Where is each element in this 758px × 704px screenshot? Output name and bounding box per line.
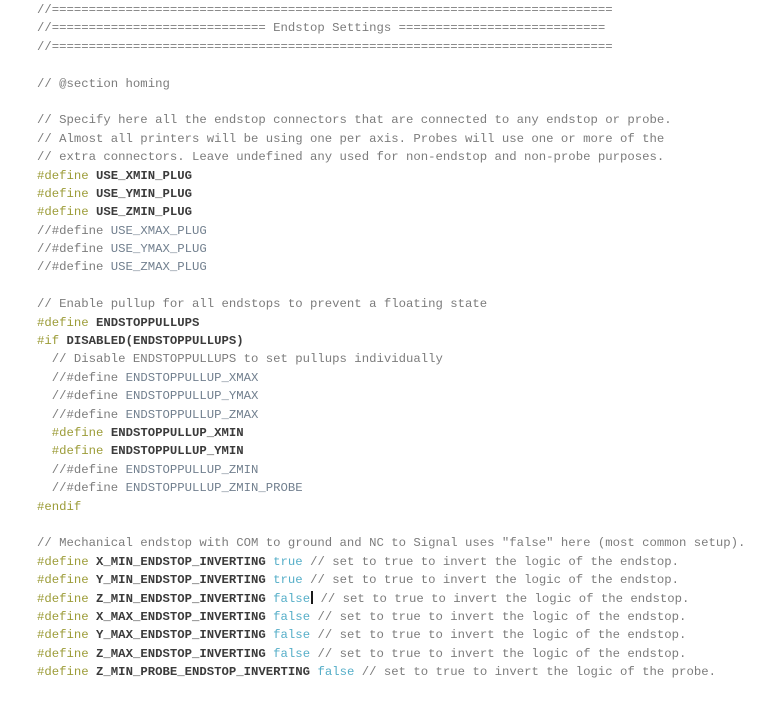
code-segment: #define — [37, 609, 97, 624]
code-line — [37, 93, 758, 111]
code-segment: false — [273, 609, 311, 624]
code-line — [37, 645, 758, 663]
code-segment: USE_YMAX_PLUG — [110, 242, 207, 257]
code-line — [37, 222, 758, 240]
code-segment: // set to true to invert the logic of the endstop. — [317, 628, 687, 643]
code-line — [37, 167, 758, 185]
code-segment: //============================= Endstop Settings ============================ — [37, 21, 606, 36]
code-segment: ENDSTOPPULLUPS — [96, 315, 200, 330]
code-segment: #define — [37, 646, 97, 661]
code-segment: USE_YMIN_PLUG — [96, 186, 192, 201]
code-line — [37, 442, 758, 460]
code-segment: ENDSTOPPULLUP_YMIN — [110, 444, 244, 459]
code-line — [37, 350, 758, 368]
code-line — [37, 203, 758, 221]
code-segment: // set to true to invert the logic of the endstop. — [313, 591, 690, 606]
code-line — [37, 314, 758, 332]
code-line — [37, 571, 758, 589]
code-segment: #define — [37, 591, 97, 606]
code-segment: #if — [37, 334, 67, 349]
code-segment: #define — [37, 186, 97, 201]
code-segment: Y_MAX_ENDSTOP_INVERTING — [96, 628, 266, 643]
code-segment: // Mechanical endstop with COM to ground and NC to Signal uses "false" here (most common setup). — [37, 536, 746, 551]
code-segment: //#define — [37, 481, 126, 496]
code-segment: // set to true to invert the logic of the endstop. — [310, 573, 680, 588]
code-segment: Z_MAX_ENDSTOP_INVERTING — [96, 646, 266, 661]
code-segment: ENDSTOPPULLUP_XMIN — [110, 425, 244, 440]
code-line — [37, 56, 758, 74]
code-line — [37, 479, 758, 497]
code-segment: ENDSTOPPULLUP_XMAX — [125, 370, 259, 385]
code-segment: #define — [51, 444, 111, 459]
code-segment: false — [273, 591, 311, 606]
code-segment: USE_XMIN_PLUG — [96, 168, 192, 183]
code-line — [37, 626, 758, 644]
code-segment: // set to true to invert the logic of the probe. — [361, 665, 716, 680]
code-segment: //#define — [37, 260, 111, 275]
code-line — [37, 498, 758, 516]
code-segment: false — [317, 665, 355, 680]
code-line — [37, 553, 758, 571]
code-line — [37, 663, 758, 681]
code-line — [37, 258, 758, 276]
code-segment: // set to true to invert the logic of the endstop. — [317, 646, 687, 661]
code-segment — [37, 444, 52, 458]
code-line — [37, 130, 758, 148]
code-segment: // Almost all printers will be using one per axis. Probes will use one or more of the — [37, 131, 665, 146]
code-segment: //#define — [37, 407, 126, 422]
code-line — [37, 516, 758, 534]
code-segment: #define — [37, 315, 97, 330]
code-segment: ENDSTOPPULLUP_ZMIN_PROBE — [125, 481, 303, 496]
code-line — [37, 240, 758, 258]
code-segment — [354, 665, 361, 679]
code-segment — [303, 573, 310, 587]
code-line — [37, 369, 758, 387]
code-segment: ENDSTOPPULLUP_ZMAX — [125, 407, 259, 422]
code-segment: //#define — [37, 389, 126, 404]
code-segment: #define — [37, 205, 97, 220]
code-line — [37, 75, 758, 93]
code-segment: // set to true to invert the logic of the endstop. — [310, 554, 680, 569]
code-segment: // @section homing — [37, 76, 170, 91]
code-segment: // Disable ENDSTOPPULLUPS to set pullups individually — [37, 352, 443, 367]
code-line — [37, 332, 758, 350]
code-segment: Y_MIN_ENDSTOP_INVERTING — [96, 573, 266, 588]
code-segment: ENDSTOPPULLUP_ZMIN — [125, 462, 259, 477]
code-segment: false — [273, 646, 311, 661]
code-line — [37, 295, 758, 313]
code-segment — [303, 555, 310, 569]
code-segment: USE_ZMAX_PLUG — [110, 260, 207, 275]
code-segment: // Enable pullup for all endstops to prevent a floating state — [37, 297, 488, 312]
code-segment: true — [273, 554, 303, 569]
code-segment — [37, 426, 52, 440]
code-line — [37, 38, 758, 56]
code-segment: Z_MIN_ENDSTOP_INVERTING — [96, 591, 266, 606]
code-segment: DISABLED(ENDSTOPPULLUPS) — [66, 334, 244, 349]
code-segment: #define — [51, 425, 111, 440]
code-segment: #endif — [37, 499, 82, 514]
code-segment: //============================================================================ — [37, 39, 613, 54]
code-segment: #define — [37, 554, 97, 569]
code-segment: // extra connectors. Leave undefined any used for non-endstop and non-probe purposes. — [37, 150, 665, 165]
code-segment: #define — [37, 168, 97, 183]
code-line — [37, 387, 758, 405]
code-segment: //#define — [37, 462, 126, 477]
code-segment: // Specify here all the endstop connectors that are connected to any endstop or probe. — [37, 113, 672, 128]
code-segment: X_MAX_ENDSTOP_INVERTING — [96, 609, 266, 624]
code-segment: //#define — [37, 242, 111, 257]
code-line — [37, 185, 758, 203]
code-segment: #define — [37, 573, 97, 588]
code-segment: //#define — [37, 223, 111, 238]
code-segment: false — [273, 628, 311, 643]
code-line — [37, 19, 758, 37]
code-segment: //============================================================================ — [37, 3, 613, 17]
code-segment: ENDSTOPPULLUP_YMAX — [125, 389, 259, 404]
code-line — [37, 406, 758, 424]
code-line — [37, 424, 758, 442]
code-segment: USE_XMAX_PLUG — [110, 223, 207, 238]
code-segment: // set to true to invert the logic of the endstop. — [317, 609, 687, 624]
code-segment: USE_ZMIN_PLUG — [96, 205, 192, 220]
code-segment: X_MIN_ENDSTOP_INVERTING — [96, 554, 266, 569]
code-line — [37, 277, 758, 295]
code-line — [37, 534, 758, 552]
code-line — [37, 590, 758, 608]
code-segment: #define — [37, 628, 97, 643]
code-segment: #define — [37, 665, 97, 680]
code-segment: true — [273, 573, 303, 588]
code-line — [37, 1, 758, 19]
code-line — [37, 148, 758, 166]
code-line — [37, 461, 758, 479]
code-segment: Z_MIN_PROBE_ENDSTOP_INVERTING — [96, 665, 311, 680]
code-line — [37, 111, 758, 129]
code-line — [37, 608, 758, 626]
code-segment: //#define — [37, 370, 126, 385]
